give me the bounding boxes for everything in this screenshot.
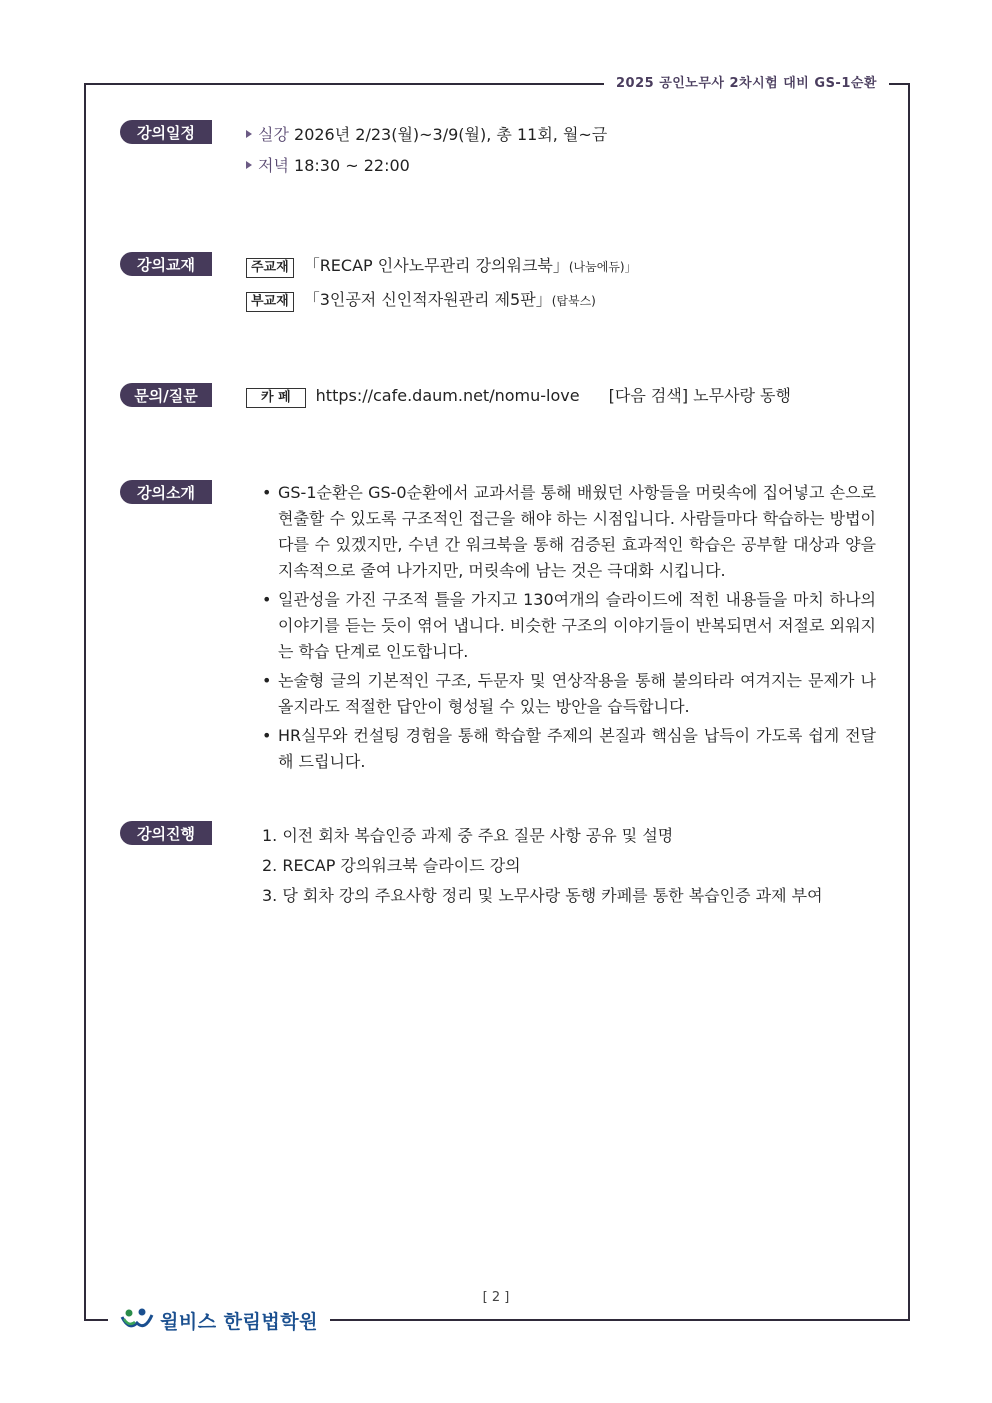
header-title: 2025 공인노무사 2차시험 대비 GS-1순환 <box>604 72 889 91</box>
progress-badge: 강의진행 <box>120 821 212 845</box>
triangle-bullet-icon <box>246 130 252 138</box>
progress-step-3: 3. 당 회차 강의 주요사항 정리 및 노무사랑 동행 카페를 통한 복습인증 과제 부여 <box>262 886 823 905</box>
cafe-tag: 카 페 <box>246 388 306 408</box>
schedule-line-1 <box>246 122 607 145</box>
progress-step-2: 2. RECAP 강의워크북 슬라이드 강의 <box>262 856 521 875</box>
textbook-sub <box>246 287 596 312</box>
schedule-line1-label: 실강 <box>258 125 289 144</box>
intro-item-3: • 논술형 글의 기본적인 구조, 두문자 및 연상작용을 통해 불의타라 여겨지는 문제가 나올지라도 적절한 답안이 형성될 수 있는 방안을 습득합니다. <box>262 668 876 720</box>
intro-item-1: • GS-1순환은 GS-0순환에서 교과서를 통해 배웠던 사항들을 머릿속에 집어넣고 손으로 현출할 수 있도록 구조적인 접근을 해야 하는 시점입니다. 사람들마다 학습하는 방법이 다를 수 있겠지만, 수년 간 워크북을 통해 검증된 효과적인 학습은 공부할 대상과 양을 지속적으로 줄여 나가지만, 머릿속에 남는 것은 극대화 시킵니다. <box>262 480 876 584</box>
intro-badge: 강의소개 <box>120 480 212 504</box>
main-textbook-tag: 주교재 <box>246 258 294 278</box>
schedule-line2-label: 저녁 <box>258 156 289 175</box>
textbook-main <box>246 253 637 278</box>
main-textbook-title: 「RECAP 인사노무관리 강의워크북」 <box>303 256 569 275</box>
intro-item-2: • 일관성을 가진 구조적 틀을 가지고 130여개의 슬라이드에 적힌 내용들을 마치 하나의 이야기를 듣는 듯이 엮어 냅니다. 비슷한 구조의 이야기들이 반복되면서 저절로 외워지는 학습 단계로 인도합니다. <box>262 587 876 665</box>
footer-logo <box>108 1305 330 1335</box>
inquiry-badge: 문의/질문 <box>120 383 212 407</box>
inquiry-row <box>246 383 791 408</box>
sub-textbook-title: 「3인공저 신인적자원관리 제5판」 <box>303 290 552 309</box>
intro-item-4: • HR실무와 컨설팅 경험을 통해 학습할 주제의 본질과 핵심을 납득이 가도록 쉽게 전달해 드립니다. <box>262 723 876 775</box>
main-textbook-publisher: (나눔에듀)」 <box>568 260 637 274</box>
intro-list <box>262 480 876 778</box>
textbook-badge: 강의교재 <box>120 252 212 276</box>
progress-steps <box>262 821 823 911</box>
sub-textbook-tag: 부교재 <box>246 292 294 312</box>
logo-text: 윌비스 한림법학원 <box>160 1310 318 1333</box>
schedule-line1-text: 2026년 2/23(월)~3/9(월), 총 11회, 월~금 <box>294 125 608 144</box>
triangle-bullet-icon <box>246 161 252 169</box>
schedule-badge: 강의일정 <box>120 120 212 144</box>
sub-textbook-publisher: (탑북스) <box>551 294 596 308</box>
cafe-search-hint: [다음 검색] 노무사랑 동행 <box>608 386 791 405</box>
schedule-line2-text: 18:30 ~ 22:00 <box>294 156 410 175</box>
progress-step-1: 1. 이전 회차 복습인증 과제 중 주요 질문 사항 공유 및 설명 <box>262 826 674 845</box>
schedule-line-2 <box>246 153 410 176</box>
cafe-url[interactable]: https://cafe.daum.net/nomu-love <box>315 386 580 405</box>
page-number: [ 2 ] <box>482 1290 510 1305</box>
willbes-logo-icon <box>120 1307 154 1333</box>
